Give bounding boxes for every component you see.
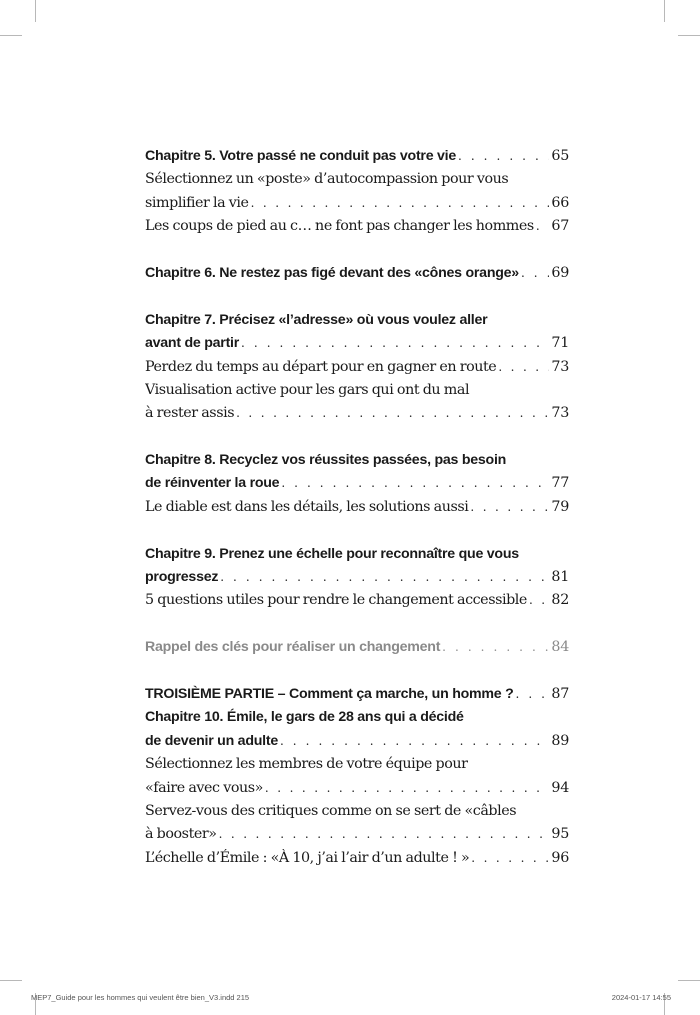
- toc-entry-title: Chapitre 6. Ne restez pas figé devant des «cônes orange»: [145, 264, 519, 281]
- toc-page-number: 84: [551, 639, 569, 656]
- toc-entry-title: Chapitre 10. Émile, le gars de 28 ans qui a décidé: [145, 709, 464, 726]
- toc-entry-title: de devenir un adulte: [145, 732, 278, 749]
- toc-page-number: 69: [551, 264, 569, 281]
- print-slug: [31, 993, 671, 1002]
- toc-leader-dots: [470, 496, 549, 519]
- toc-entry-title: Perdez du temps au départ pour en gagner en route: [145, 358, 497, 375]
- toc-page-number: 89: [551, 732, 569, 749]
- toc-entry-title: Visualisation active pour les gars qui ont du mal: [145, 381, 470, 398]
- toc-page-number: 71: [551, 335, 569, 352]
- toc-page-number: 65: [551, 148, 569, 164]
- toc-entry: [145, 472, 569, 495]
- toc-leader-dots: [280, 730, 549, 753]
- toc-leader-dots: [442, 636, 549, 659]
- toc-entry: [145, 823, 569, 846]
- toc-entry: [145, 753, 569, 776]
- toc-entry: [145, 683, 569, 706]
- toc-page-number: 67: [551, 218, 569, 235]
- toc-entry-title: Chapitre 5. Votre passé ne conduit pas votre vie: [145, 148, 456, 164]
- crop-mark-top-left: [35, 0, 36, 22]
- toc-page-number: 94: [551, 779, 569, 796]
- crop-mark-bottom-right-h: [678, 980, 700, 981]
- toc-entry-title: à rester assis: [145, 405, 235, 422]
- toc-entry: [145, 402, 569, 425]
- toc-entry: [145, 730, 569, 753]
- toc-entry-title: TROISIÈME PARTIE – Comment ça marche, un homme ?: [145, 685, 514, 702]
- toc-entry: [145, 215, 569, 238]
- toc-entry: [145, 589, 569, 612]
- toc-leader-dots: [236, 402, 549, 425]
- toc-entry: [145, 847, 569, 870]
- toc-leader-dots: [281, 472, 549, 495]
- toc-entry-title: Chapitre 9. Prenez une échelle pour reconnaître que vous: [145, 545, 519, 562]
- toc-entry: [145, 566, 569, 589]
- toc-page-number: 96: [551, 849, 569, 866]
- table-of-contents: [145, 145, 569, 870]
- toc-page-number: 79: [551, 498, 569, 515]
- toc-page-number: 73: [551, 358, 569, 375]
- toc-entry-title: simplifier la vie: [145, 194, 249, 211]
- toc-entry-title: Rappel des clés pour réaliser un changement: [145, 639, 441, 656]
- toc-entry: [145, 356, 569, 379]
- toc-entry: [145, 192, 569, 215]
- toc-entry-title: Le diable est dans les détails, les solutions aussi: [145, 498, 469, 515]
- toc-leader-dots: [251, 192, 550, 215]
- crop-mark-top-right: [664, 0, 665, 22]
- toc-entry-title: Sélectionnez un «poste» d’autocompassion pour vous: [145, 171, 509, 188]
- toc-entry-title: Sélectionnez les membres de votre équipe pour: [145, 756, 468, 773]
- toc-entry: [145, 496, 569, 519]
- toc-leader-dots: [516, 683, 550, 706]
- toc-entry: [145, 449, 569, 472]
- toc-leader-dots: [219, 823, 550, 846]
- toc-entry-title: Chapitre 7. Précisez «l’adresse» où vous voulez aller: [145, 311, 488, 328]
- toc-entry: [145, 777, 569, 800]
- toc-leader-dots: [265, 777, 549, 800]
- toc-entry-title: progressez: [145, 569, 219, 586]
- toc-page-number: 87: [551, 685, 569, 702]
- toc-entry-title: Les coups de pied au c… ne font pas changer les hommes: [145, 218, 534, 235]
- toc-entry-title: à booster»: [145, 826, 217, 843]
- toc-entry: [145, 168, 569, 191]
- toc-entry-title: avant de partir: [145, 335, 240, 352]
- toc-entry: [145, 543, 569, 566]
- toc-entry-title: 5 questions utiles pour rendre le changement accessible: [145, 592, 527, 609]
- crop-mark-top-right-h: [678, 35, 700, 36]
- toc-leader-dots: [521, 262, 549, 285]
- slug-timestamp: 2024-01-17 14:55: [611, 993, 671, 1002]
- toc-leader-dots: [498, 356, 549, 379]
- toc-entry: [145, 800, 569, 823]
- toc-entry-title: L’échelle d’Émile : «À 10, j’ai l’air d’un adulte ! »: [145, 849, 470, 866]
- toc-leader-dots: [536, 215, 550, 238]
- toc-entry-title: Chapitre 8. Recyclez vos réussites passées, pas besoin: [145, 452, 507, 469]
- toc-leader-dots: [241, 332, 549, 355]
- toc-entry: [145, 145, 569, 168]
- toc-entry: [145, 309, 569, 332]
- toc-entry: [145, 379, 569, 402]
- toc-leader-dots: [220, 566, 549, 589]
- toc-leader-dots: [471, 847, 549, 870]
- toc-leader-dots: [458, 145, 549, 168]
- toc-page-number: 82: [551, 592, 569, 609]
- toc-entry: [145, 262, 569, 285]
- toc-page-number: 73: [551, 405, 569, 422]
- toc-entry-title: Servez-vous des critiques comme on se sert de «câbles: [145, 802, 517, 819]
- crop-mark-bottom-left-h: [0, 980, 22, 981]
- toc-entry: [145, 706, 569, 729]
- toc-page-number: 66: [551, 194, 569, 211]
- slug-filename: MEP7_Guide pour les hommes qui veulent être bien_V3.indd 215: [31, 993, 250, 1002]
- toc-page-number: 77: [551, 475, 569, 492]
- toc-entry: [145, 636, 569, 659]
- toc-entry: [145, 332, 569, 355]
- crop-mark-top-left-h: [0, 35, 22, 36]
- toc-entry-title: de réinventer la roue: [145, 475, 280, 492]
- toc-leader-dots: [529, 589, 549, 612]
- toc-page-number: 81: [551, 569, 569, 586]
- toc-page-number: 95: [551, 826, 569, 843]
- toc-entry-title: «faire avec vous»: [145, 779, 263, 796]
